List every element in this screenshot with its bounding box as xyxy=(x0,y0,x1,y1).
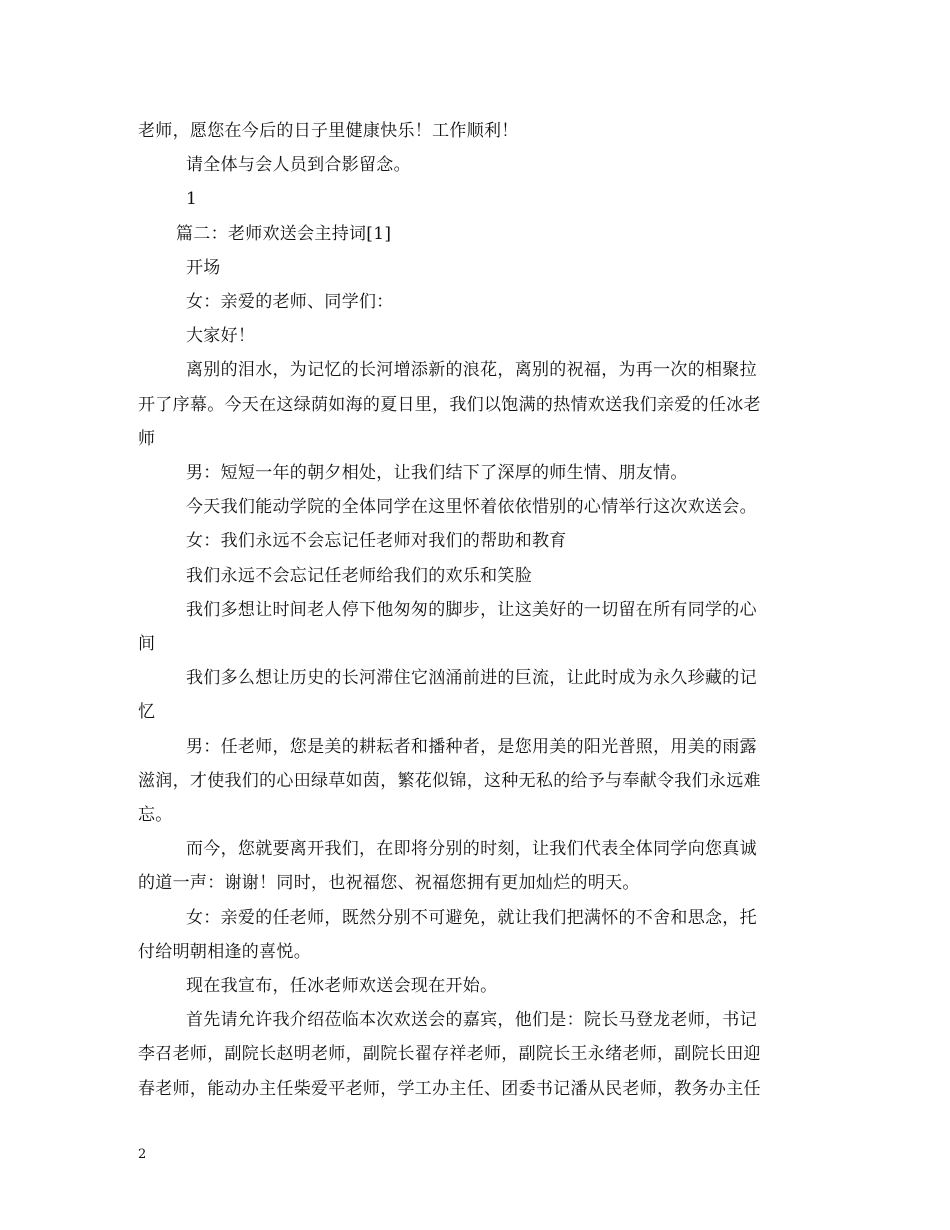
text-line: 而今，您就要离开我们，在即将分别的时刻，让我们代表全体同学向您真诚 xyxy=(186,839,757,860)
text-line: 男：短短一年的朝夕相处，让我们结下了深厚的师生情、朋友情。 xyxy=(186,463,688,484)
page-marker-text: 1 xyxy=(186,189,198,210)
text-line: 开了序幕。今天在这绿荫如海的夏日里，我们以饱满的热情欢送我们亲爱的任冰老 xyxy=(138,394,761,415)
text-line: 我们永远不会忘记任老师给我们的欢乐和笑脸 xyxy=(186,565,532,586)
text-line: 女：亲爱的老师、同学们： xyxy=(186,292,394,313)
text-line: 离别的泪水，为记忆的长河增添新的浪花，离别的祝福，为再一次的相聚拉 xyxy=(186,360,757,381)
text-line: 开场 xyxy=(186,257,221,278)
text-line: 女：我们永远不会忘记任老师对我们的帮助和教育 xyxy=(186,531,567,552)
text-line: 师 xyxy=(138,428,156,449)
text-line: 我们多想让时间老人停下他匆匆的脚步，让这美好的一切留在所有同学的心 xyxy=(186,599,757,620)
document-body xyxy=(138,114,816,1106)
text-line: 首先请允许我介绍莅临本次欢送会的嘉宾，他们是：院长马登龙老师，书记 xyxy=(186,1010,757,1031)
text-line: 老师，愿您在今后的日子里健康快乐！工作顺利！ xyxy=(138,121,519,141)
page-number: 2 xyxy=(138,1147,147,1162)
section-heading: 篇二：老师欢送会主持词[1] xyxy=(176,223,392,244)
text-line: 间 xyxy=(138,634,156,655)
text-line: 今天我们能动学院的全体同学在这里怀着依依惜别的心情举行这次欢送会。 xyxy=(186,497,757,518)
text-line: 女：亲爱的任老师，既然分别不可避免，就让我们把满怀的不舍和思念，托 xyxy=(186,907,757,928)
text-line: 的道一声：谢谢！同时，也祝福您、祝福您拥有更加灿烂的明天。 xyxy=(138,873,640,894)
text-line: 男：任老师，您是美的耕耘者和播种者，是您用美的阳光普照，用美的雨露 xyxy=(186,736,757,757)
text-line: 春老师，能动办主任柴爱平老师，学工办主任、团委书记潘从民老师，教务办主任 xyxy=(138,1078,761,1099)
text-line: 我们多么想让历史的长河滞住它汹涌前进的巨流，让此时成为永久珍藏的记 xyxy=(186,668,757,689)
text-line: 大家好！ xyxy=(186,326,256,347)
text-line: 李召老师，副院长赵明老师，副院长翟存祥老师，副院长王永绪老师，副院长田迎 xyxy=(138,1044,761,1065)
text-line: 现在我宣布，任冰老师欢送会现在开始。 xyxy=(186,976,498,997)
text-line: 滋润，才使我们的心田绿草如茵，繁花似锦，这种无私的给予与奉献令我们永远难 xyxy=(138,770,761,791)
text-line: 付给明朝相逢的喜悦。 xyxy=(138,941,311,962)
text-line: 忆 xyxy=(138,702,156,723)
text-line: 忘。 xyxy=(138,805,173,826)
text-line: 请全体与会人员到合影留念。 xyxy=(186,155,411,176)
